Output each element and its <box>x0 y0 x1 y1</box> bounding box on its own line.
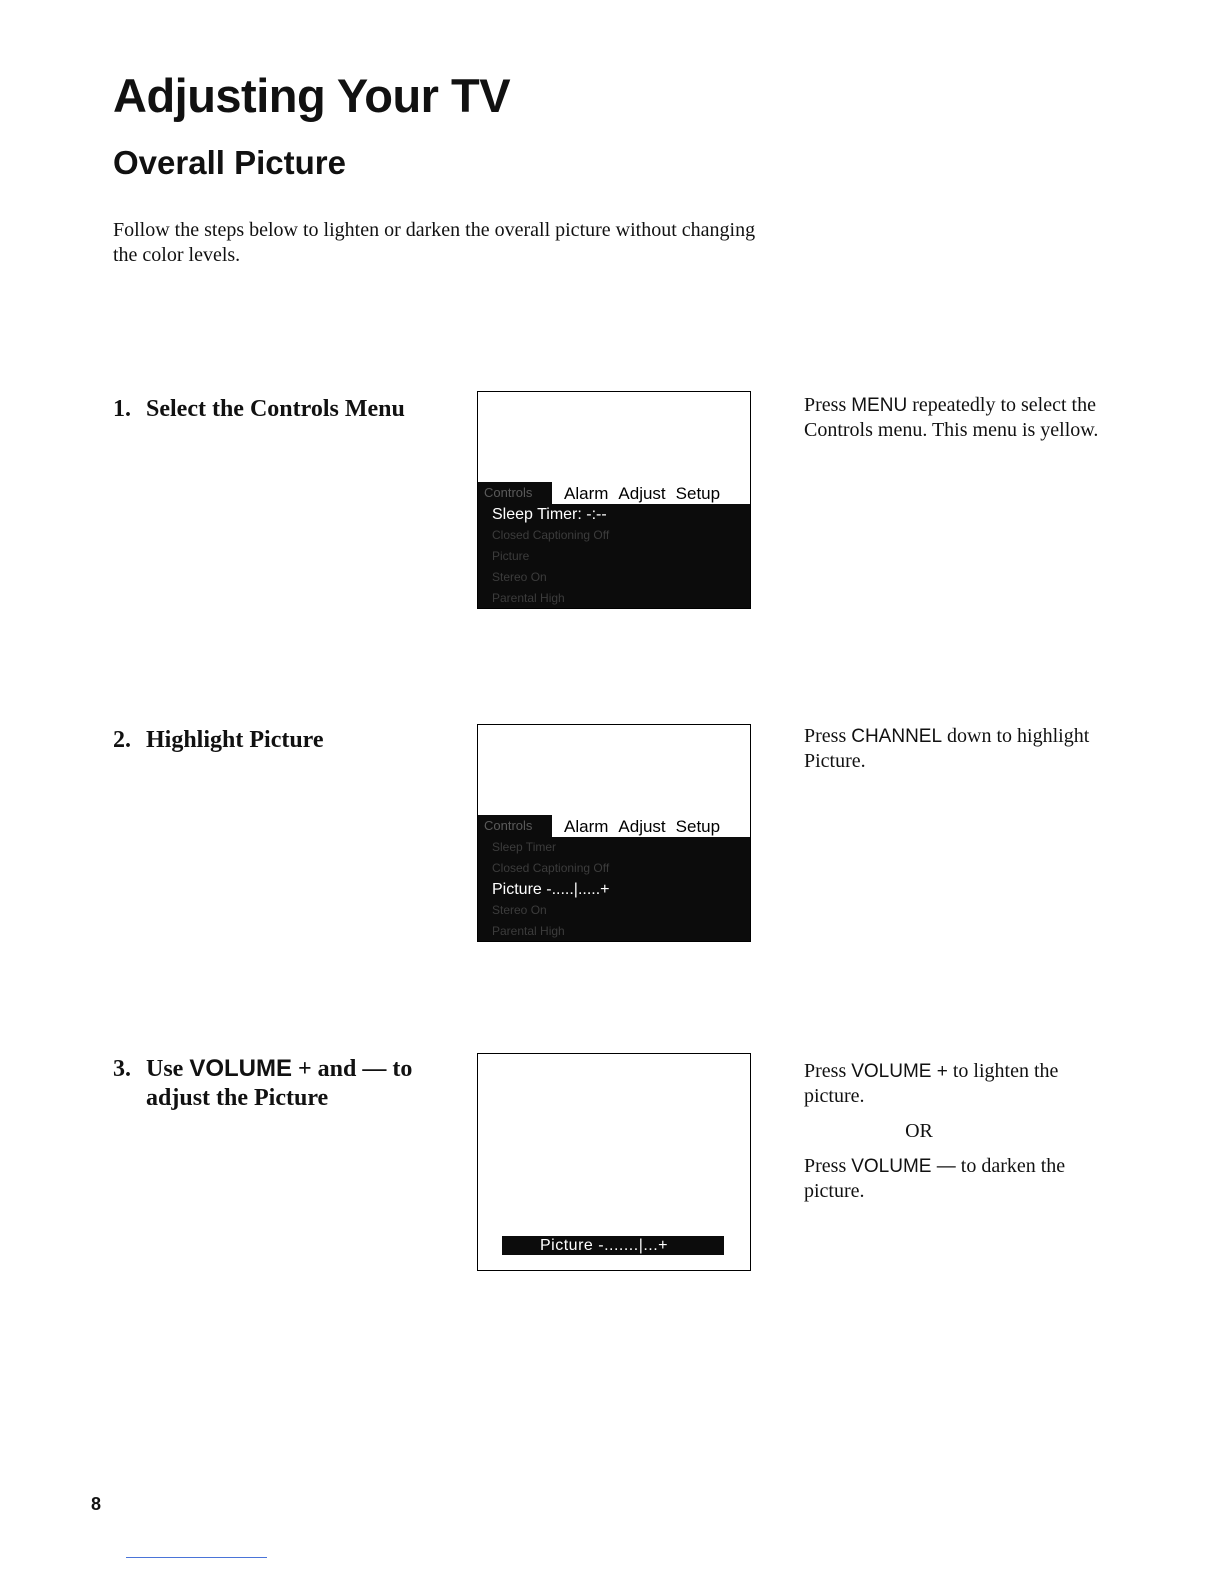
step-number: 2. <box>113 727 131 753</box>
step-1-description: Press MENU repeatedly to select the Controls menu. This menu is yellow. <box>804 394 1099 441</box>
menu-tab-controls: Controls <box>478 482 552 504</box>
menu-tabs <box>564 815 730 839</box>
key-volume: VOLUME <box>189 1055 292 1082</box>
page-title: Adjusting Your TV <box>113 69 511 122</box>
tv-screen-highlight-picture <box>477 724 751 942</box>
menu-bar <box>478 482 750 504</box>
step-number: 3. <box>113 1056 131 1082</box>
intro-paragraph: Follow the steps below to lighten or darken the overall picture without changing the color levels. <box>113 219 756 266</box>
step-3-description: Press VOLUME + to lighten the picture. OR Press VOLUME — to darken the picture. <box>804 1060 1066 1202</box>
menu-tab-setup: Setup <box>675 817 721 836</box>
key-volume-minus: VOLUME — <box>851 1156 956 1177</box>
menu-row-picture: Picture -.....|.....+ <box>492 881 610 898</box>
step-title: Highlight Picture <box>146 727 324 753</box>
step-number: 1. <box>113 396 131 422</box>
step-title: Select the Controls Menu <box>146 396 405 422</box>
menu-row: Closed Captioning Off <box>492 861 610 875</box>
step-1-heading <box>113 395 405 424</box>
step-title-line2: adjust the Picture <box>146 1085 329 1111</box>
menu-tab-controls: Controls <box>478 815 552 837</box>
picture-level-bar: Picture -.......|...+ <box>502 1236 724 1255</box>
menu-tab-alarm: Alarm <box>564 484 609 503</box>
footer-divider <box>126 1557 267 1558</box>
menu-row: Picture <box>492 549 530 563</box>
menu-tab-setup: Setup <box>675 484 721 503</box>
menu-tabs <box>564 482 730 506</box>
menu-row: Sleep Timer <box>492 840 557 854</box>
menu-row: Closed Captioning Off <box>492 528 610 542</box>
menu-body <box>478 504 750 608</box>
key-menu: MENU <box>851 395 908 416</box>
step-2-description: Press CHANNEL down to highlight Picture. <box>804 725 1090 772</box>
tv-screen-controls-menu <box>477 391 751 609</box>
menu-row: Stereo On <box>492 903 547 917</box>
menu-tab-alarm: Alarm <box>564 817 609 836</box>
key-volume-plus: VOLUME + <box>851 1061 948 1082</box>
section-subtitle: Overall Picture <box>113 144 346 181</box>
menu-row: Stereo On <box>492 570 547 584</box>
step-3-heading: 3. Use VOLUME + and — to adjust the Picture <box>113 1055 413 1111</box>
menu-row: Sleep Timer: -:-- <box>492 506 607 523</box>
key-channel: CHANNEL <box>851 726 943 747</box>
menu-bar <box>478 815 750 837</box>
menu-row: Parental High <box>492 924 565 938</box>
page-number: 8 <box>91 1494 102 1514</box>
menu-body <box>478 837 750 941</box>
or-separator: OR <box>905 1120 933 1142</box>
menu-tab-adjust: Adjust <box>618 484 666 503</box>
step-2-heading <box>113 726 324 755</box>
menu-row: Parental High <box>492 591 565 605</box>
tv-screen-adjust-picture <box>477 1053 751 1271</box>
menu-tab-adjust: Adjust <box>618 817 666 836</box>
